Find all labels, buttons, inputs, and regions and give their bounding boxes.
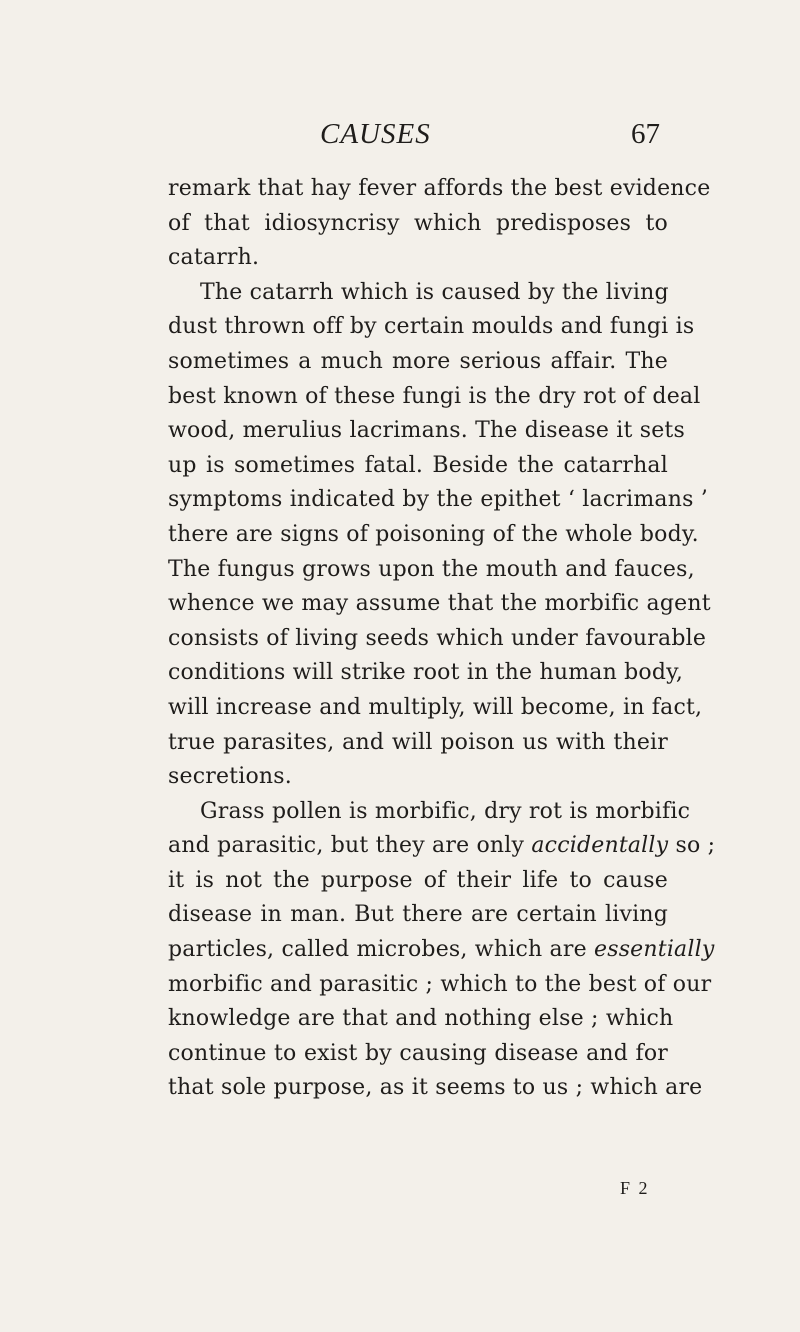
text-line: true parasites, and will poison us with their [168, 729, 668, 755]
text-line: it is not the purpose of their life to cause [168, 867, 668, 893]
text-line: remark that hay fever affords the best evidence [168, 176, 711, 201]
text-line: of that idiosyncrisy which predisposes to [168, 210, 668, 236]
text-line: up is sometimes fatal. Beside the catarrhal [168, 452, 668, 478]
body-text [168, 172, 716, 1106]
text-line: The fungus grows upon the mouth and fauces, [168, 556, 695, 582]
text-line: morbific and parasitic ; which to the best of our [168, 971, 712, 997]
page-header [170, 118, 660, 158]
text-line: The catarrh which is caused by the living [200, 279, 669, 305]
text-line: that sole purpose, as it seems to us ; which are [168, 1075, 703, 1101]
text-line: consists of living seeds which under favourable [168, 625, 707, 651]
printer-signature: F 2 [620, 1178, 650, 1198]
text-line-with-emphasis [168, 933, 715, 968]
text-line: continue to exist by causing disease and for [168, 1040, 668, 1066]
text-segment: so ; [668, 833, 716, 859]
text-line: wood, merulius lacrimans. The disease it sets [168, 418, 685, 444]
text-line: catarrh. [168, 245, 260, 271]
text-line: there are signs of poisoning of the whole body. [168, 521, 699, 547]
emphasis-text: essentially [593, 937, 715, 963]
text-line: disease in man. But there are certain living [168, 902, 668, 928]
text-line: secretions. [168, 764, 292, 790]
text-line: dust thrown off by certain moulds and fungi is [168, 314, 695, 340]
text-line: whence we may assume that the morbific agent [168, 591, 711, 617]
text-line: conditions will strike root in the human body, [168, 660, 684, 686]
text-line: Grass pollen is morbific, dry rot is morbific [200, 798, 691, 824]
text-segment: and parasitic, but they are only [168, 833, 532, 859]
text-line: sometimes a much more serious affair. The [168, 348, 668, 374]
running-title: CAUSES [320, 118, 431, 150]
text-line-with-emphasis [168, 829, 716, 864]
text-segment: particles, called microbes, which are [168, 937, 594, 963]
page-number: 67 [631, 118, 660, 150]
text-line: knowledge are that and nothing else ; which [168, 1006, 674, 1032]
text-line: symptoms indicated by the epithet ‘ lacrimans ’ [168, 487, 708, 513]
emphasis-text: accidentally [531, 833, 669, 859]
text-line: best known of these fungi is the dry rot of deal [168, 383, 701, 409]
text-line: will increase and multiply, will become, in fact, [168, 694, 703, 720]
